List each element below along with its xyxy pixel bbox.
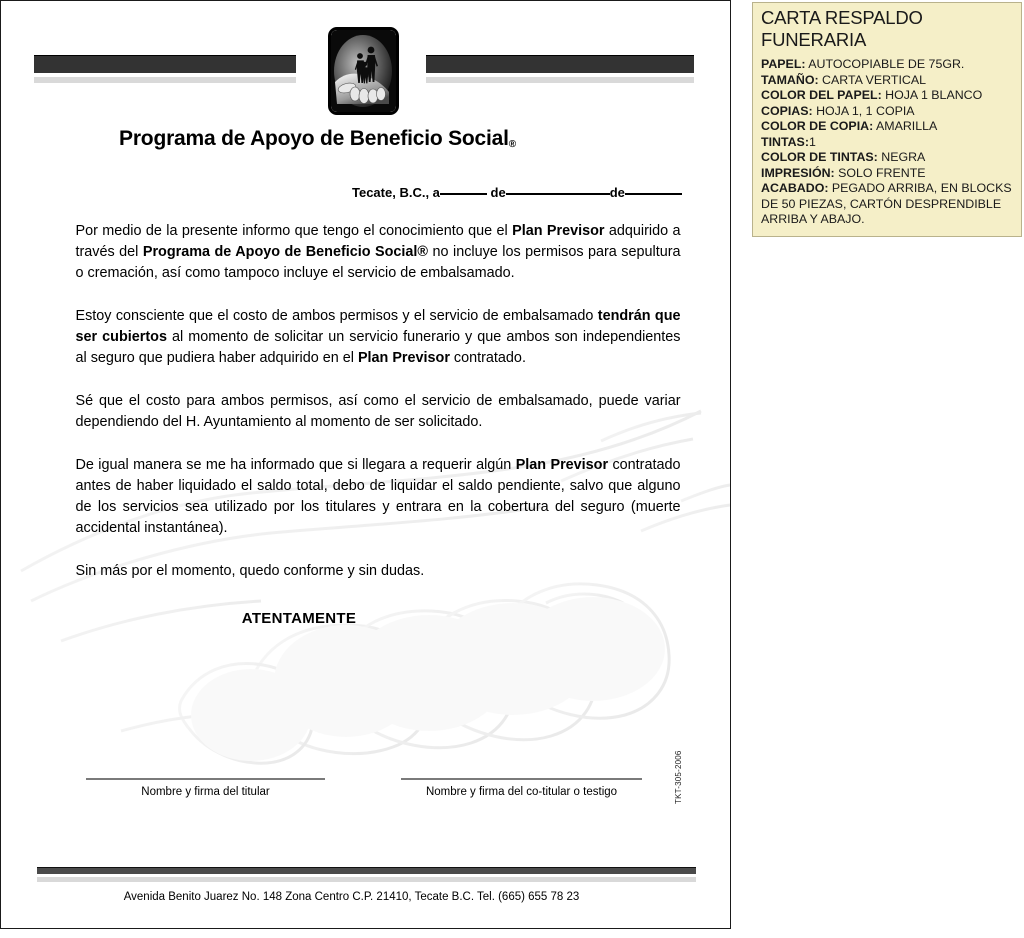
footer-rule-dark: [37, 867, 696, 874]
paragraph-5: [76, 561, 681, 582]
spec-row-2: [761, 88, 1013, 104]
date-line: [1, 185, 730, 200]
paragraph-4: [76, 455, 681, 539]
closing-salutation: ATENTAMENTE: [241, 610, 357, 627]
spec-row-value: AMARILLA: [873, 119, 938, 133]
emphasis-run-3: Plan Previsor: [357, 350, 450, 366]
header-rule-right-light: [426, 77, 694, 83]
text-run-0: Por medio de la presente informo que tengo el conocimiento que el: [75, 223, 513, 239]
spec-row-value: AUTOCOPIABLE DE 75GR.: [805, 57, 965, 71]
spec-row-0: [761, 57, 1013, 73]
text-run-4: contratado.: [449, 350, 526, 366]
date-line-sep-2: de: [609, 185, 625, 200]
footer-address: Avenida Benito Juarez No. 148 Zona Centro C.P. 21410, Tecate B.C. Tel. (665) 655 78 23: [123, 891, 580, 903]
letterhead: [1, 27, 730, 119]
signature-area: [1, 778, 731, 798]
footer: [1, 867, 731, 903]
spec-row-6: [761, 150, 1013, 166]
date-day-blank[interactable]: [440, 193, 487, 195]
spec-row-key: TAMAÑO:: [761, 72, 819, 87]
spec-row-key: COPIAS:: [761, 103, 813, 118]
paragraph-3: [76, 391, 681, 433]
spec-row-value: SOLO FRENTE: [834, 165, 926, 180]
spec-row-1: [761, 73, 1013, 89]
spec-row-value: CARTA VERTICAL: [818, 72, 927, 87]
date-year-blank[interactable]: [625, 193, 682, 195]
text-run-0: Sin más por el momento, quedo conforme y sin dudas.: [75, 563, 425, 579]
spec-row-key: PAPEL:: [761, 57, 806, 71]
text-run-2: al momento de solicitar un servicio funerario y que ambos son independientes al seguro que pudiera haber adquirido en el: [75, 329, 681, 366]
emphasis-run-1: tendrán que ser cubiertos: [75, 308, 681, 345]
spec-row-value: 1: [808, 134, 816, 149]
text-run-4: no incluye los permisos para sepultura o cremación, así como tampoco incluye el servicio de embalsamado.: [75, 244, 681, 281]
header-rule-right-dark: [426, 55, 694, 73]
paragraph-2: [76, 306, 681, 369]
spec-row-value: HOJA 1, 1 COPIA: [812, 103, 915, 118]
text-run-2: adquirido a través del: [75, 223, 681, 260]
document-body: [51, 221, 681, 582]
emphasis-run-1: Plan Previsor: [515, 457, 609, 473]
date-line-sep-1: de: [490, 185, 506, 200]
spec-row-7: [761, 166, 1013, 182]
spec-panel-rows: [761, 57, 1013, 228]
spec-panel: [752, 2, 1022, 237]
date-month-blank[interactable]: [506, 193, 610, 195]
text-run-0: Sé que el costo para ambos permisos, así como el servicio de embalsamado, puede variar dependiendo del H. Ayuntamiento al momento de ser solicitado.: [75, 393, 681, 430]
text-run-2: contratado antes de haber liquidado el saldo total, debo de liquidar el saldo pendiente, salvo que alguno de los servicios sea utilizado por los titulares y entrara en la cobertura del seguro (muerte accidental instantánea).: [75, 457, 681, 536]
paragraph-1: [76, 221, 681, 284]
hand-holding-figures-logo: [328, 27, 399, 115]
text-run-0: De igual manera se me ha informado que si llegara a requerir algún: [75, 457, 516, 473]
footer-rule-light: [37, 877, 696, 882]
emphasis-run-3: Programa de Apoyo de Beneficio Social®: [142, 244, 429, 260]
spec-row-5: [761, 135, 1013, 151]
signature-line-cotitular[interactable]: [401, 778, 642, 780]
spec-row-key: TINTAS:: [761, 134, 809, 149]
text-run-0: Estoy consciente que el costo de ambos permisos y el servicio de embalsamado: [75, 308, 598, 324]
spec-row-key: COLOR DE COPIA:: [761, 119, 874, 133]
form-code-vertical: TKT-305-2006: [674, 750, 683, 804]
signature-label-cotitular: Nombre y firma del co-titular o testigo: [425, 786, 618, 798]
page-title-text: Programa de Apoyo de Beneficio Social: [119, 127, 509, 150]
spec-row-key: IMPRESIÓN:: [761, 165, 835, 180]
registered-mark: ®: [508, 139, 516, 150]
signature-label-titular: Nombre y firma del titular: [141, 786, 270, 798]
signature-block-titular: [86, 778, 325, 798]
spec-row-key: COLOR DE TINTAS:: [761, 150, 878, 164]
header-rule-left-dark: [34, 55, 296, 73]
emphasis-run-1: Plan Previsor: [512, 223, 605, 239]
header-rule-right: [426, 55, 694, 83]
date-line-prefix: Tecate, B.C., a: [352, 185, 440, 200]
header-rule-left-light: [34, 77, 296, 83]
spec-row-key: COLOR DEL PAPEL:: [761, 88, 882, 102]
page-title: [1, 127, 730, 151]
spec-row-value: NEGRA: [877, 150, 926, 164]
header-rule-left: [34, 55, 296, 83]
signature-block-cotitular: [401, 778, 642, 798]
spec-row-8: [761, 181, 1013, 228]
spec-row-4: [761, 119, 1013, 135]
spec-panel-title: CARTA RESPALDO FUNERARIA: [761, 7, 923, 50]
spec-row-value: HOJA 1 BLANCO: [881, 88, 983, 102]
spec-row-key: ACABADO:: [761, 181, 829, 195]
signature-line-titular[interactable]: [86, 778, 325, 780]
spec-row-value: PEGADO ARRIBA, EN BLOCKS DE 50 PIEZAS, CARTÓN DESPRENDIBLE ARRIBA Y ABAJO.: [761, 181, 1012, 226]
spec-row-3: [761, 104, 1013, 120]
